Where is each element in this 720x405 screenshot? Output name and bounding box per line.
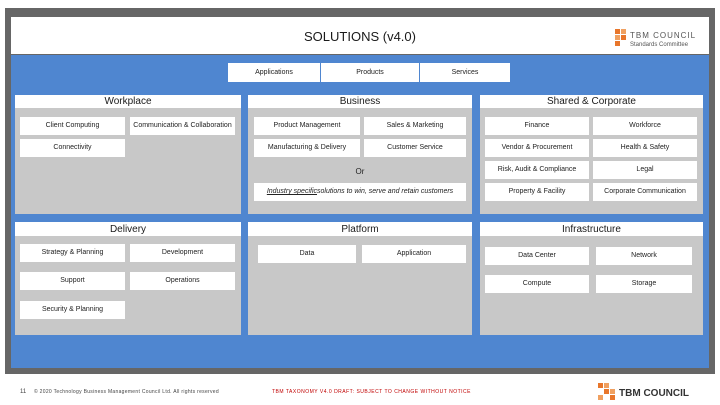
business-item-customer-service[interactable]: Customer Service: [364, 139, 466, 157]
shared-item-property[interactable]: Property & Facility: [485, 183, 589, 201]
shared-item-risk-audit[interactable]: Risk, Audit & Compliance: [485, 161, 589, 179]
delivery-item-operations[interactable]: Operations: [130, 272, 235, 290]
infra-item-data-center[interactable]: Data Center: [485, 247, 589, 265]
shared-item-health-safety[interactable]: Health & Safety: [593, 139, 697, 157]
logo-brand-text: TBM COUNCIL: [630, 31, 697, 40]
infra-item-compute[interactable]: Compute: [485, 275, 589, 293]
shared-corporate-header: Shared & Corporate: [480, 95, 703, 108]
workplace-header: Workplace: [15, 95, 241, 108]
logo-subtitle-text: Standards Committee: [630, 42, 689, 48]
infra-item-network[interactable]: Network: [596, 247, 692, 265]
shared-item-legal[interactable]: Legal: [593, 161, 697, 179]
tbm-council-footer-logo: [598, 383, 708, 401]
page-number: 11: [20, 389, 27, 395]
workplace-item-connectivity[interactable]: Connectivity: [20, 139, 125, 157]
footer-logo-mark-icon: [598, 383, 615, 400]
platform-header: Platform: [248, 222, 472, 236]
tab-applications[interactable]: Applications: [228, 63, 320, 82]
delivery-item-support[interactable]: Support: [20, 272, 125, 290]
delivery-item-development[interactable]: Development: [130, 244, 235, 262]
title-bar: [11, 17, 709, 54]
shared-item-finance[interactable]: Finance: [485, 117, 589, 135]
shared-item-vendor[interactable]: Vendor & Procurement: [485, 139, 589, 157]
footer-logo-text: TBM COUNCIL: [619, 388, 689, 399]
business-item-product-management[interactable]: Product Management: [254, 117, 360, 135]
copyright-text: © 2020 Technology Business Management Council Ltd. All rights reserved: [34, 389, 219, 395]
business-item-sales-marketing[interactable]: Sales & Marketing: [364, 117, 466, 135]
platform-item-application[interactable]: Application: [362, 245, 466, 263]
business-industry-specific[interactable]: [254, 183, 466, 201]
infrastructure-header: Infrastructure: [480, 222, 703, 236]
industry-specific-text: solutions to win, serve and retain customers: [317, 188, 454, 196]
slide-title: SOLUTIONS (v4.0): [304, 29, 416, 44]
tab-services[interactable]: Services: [420, 63, 510, 82]
logo-mark-icon: [615, 29, 626, 46]
tbm-council-logo: [615, 29, 701, 51]
platform-item-data[interactable]: Data: [258, 245, 356, 263]
industry-specific-link[interactable]: Industry specific: [266, 188, 317, 196]
shared-item-corporate-comm[interactable]: Corporate Communication: [593, 183, 697, 201]
shared-item-workforce[interactable]: Workforce: [593, 117, 697, 135]
infra-item-storage[interactable]: Storage: [596, 275, 692, 293]
workplace-item-client-computing[interactable]: Client Computing: [20, 117, 125, 135]
draft-notice: TBM TAXONOMY V4.0 DRAFT: SUBJECT TO CHANGE WITHOUT NOTICE: [272, 389, 471, 395]
delivery-header: Delivery: [15, 222, 241, 236]
business-header: Business: [248, 95, 472, 108]
workplace-item-communication[interactable]: Communication & Collaboration: [130, 117, 235, 135]
business-or-text: Or: [355, 166, 365, 176]
tab-products[interactable]: Products: [321, 63, 419, 82]
delivery-item-security[interactable]: Security & Planning: [20, 301, 125, 319]
business-item-manufacturing[interactable]: Manufacturing & Delivery: [254, 139, 360, 157]
delivery-item-strategy[interactable]: Strategy & Planning: [20, 244, 125, 262]
